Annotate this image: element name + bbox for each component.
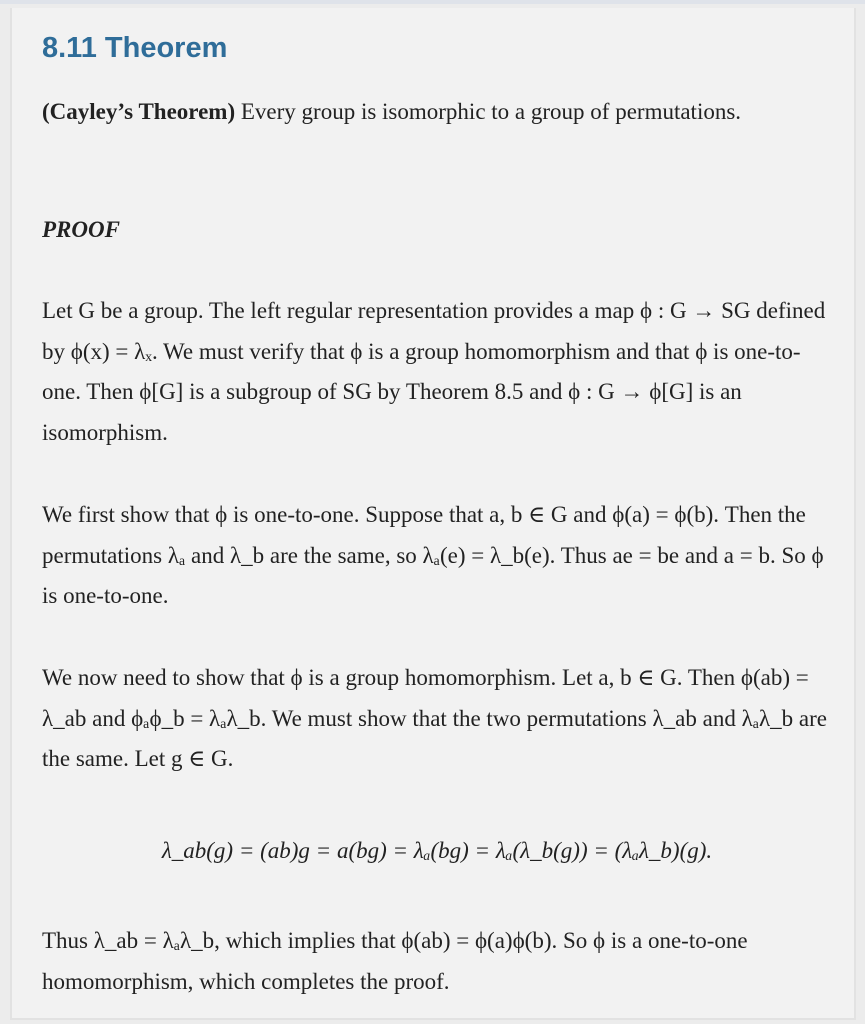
proof-equation: λ_ab(g) = (ab)g = a(bg) = λₐ(bg) = λₐ(λ_b(g)) = (λₐλ_b)(g). [161,838,713,863]
proof-paragraph-1: Let G be a group. The left regular representation provides a map ϕ : G → SG defined by ϕ(x) = λₓ. We must verify that ϕ is a group homomorphism and that ϕ is one-to-one. Then ϕ[G] is a subgroup of SG by Theorem 8.5 and ϕ : G → ϕ[G] is an isomorphism. [42,298,826,445]
proof-paragraph-3: We now need to show that ϕ is a group homomorphism. Let a, b ∈ G. Then ϕ(ab) = λ_ab and ϕₐϕ_b = λₐλ_b. We must show that the two permutations λ_ab and λₐλ_b are the same. Let g ∈ G. [42,665,827,771]
theorem-statement [42,92,832,133]
top-border [0,0,865,4]
theorem-title: 8.11 Theorem [42,32,228,64]
theorem-name: (Cayley’s Theorem) [42,99,236,124]
proof-label: PROOF [42,217,120,242]
theorem-text: Every group is isomorphic to a group of permutations. [235,99,742,124]
theorem-card [10,8,856,1020]
proof-paragraph-4: Thus λ_ab = λₐλ_b, which implies that ϕ(ab) = ϕ(a)ϕ(b). So ϕ is a one-to-one homomorphism, which completes the proof. [42,928,748,994]
proof-paragraph-2: We first show that ϕ is one-to-one. Suppose that a, b ∈ G and ϕ(a) = ϕ(b). Then the permutations λₐ and λ_b are the same, so λₐ(e) = λ_b(e). Thus ae = be and a = b. So ϕ is one-to-one. [42,502,824,608]
